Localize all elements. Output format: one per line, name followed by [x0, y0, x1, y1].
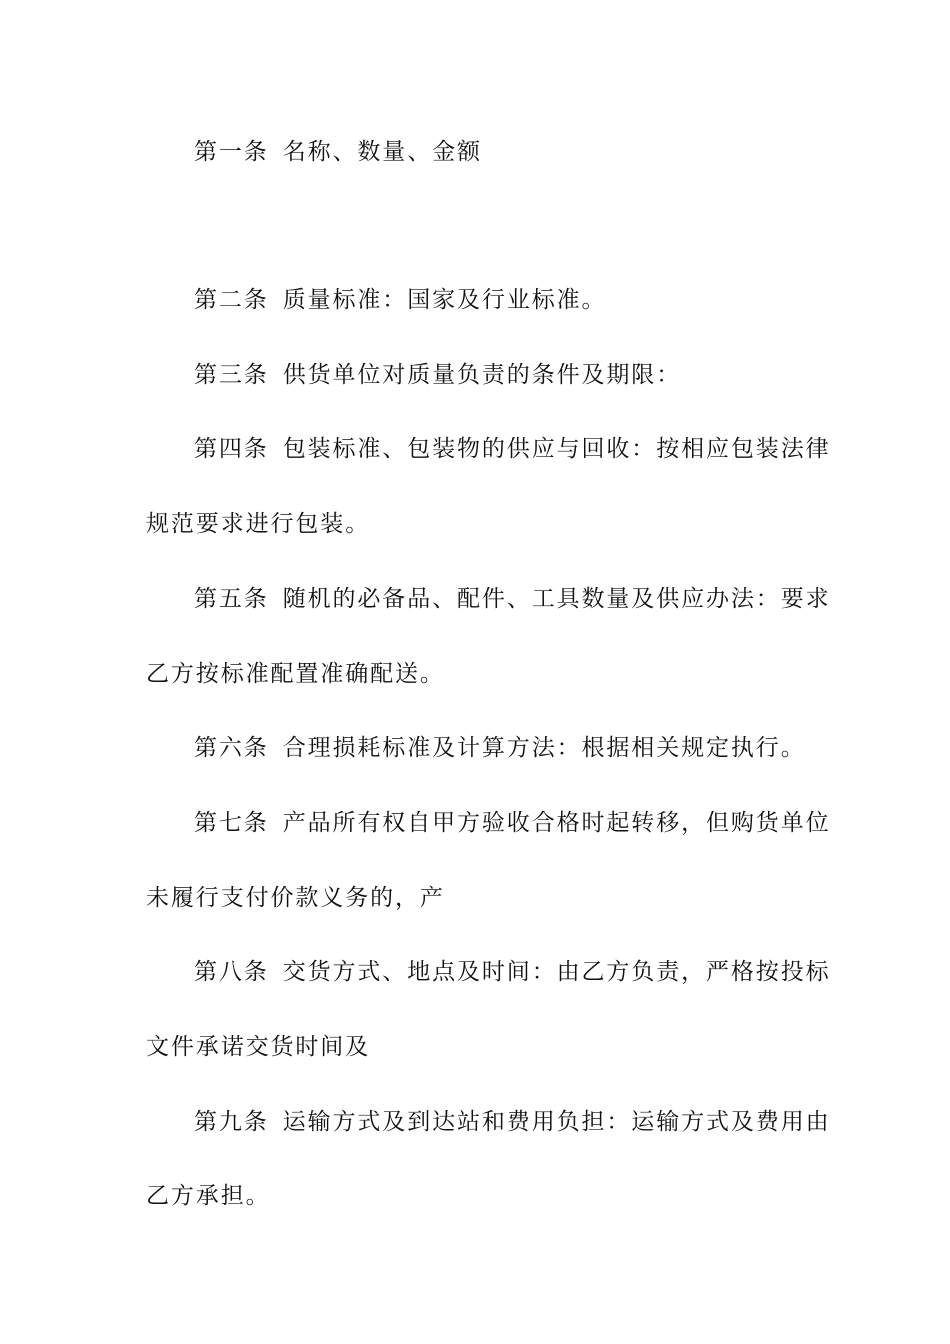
article-4-continuation: 规范要求进行包装。 — [146, 511, 371, 537]
article-7-continuation: 未履行支付价款义务的，产 — [146, 885, 445, 911]
article-number: 第八条 — [194, 959, 269, 985]
article-text: 名称、数量、金额 — [282, 139, 482, 165]
article-text: 产品所有权自甲方验收合格时起转移，但购货单位 — [282, 810, 831, 836]
article-number: 第三条 — [194, 362, 269, 388]
article-5 — [194, 584, 831, 614]
article-number: 第四条 — [194, 436, 269, 462]
article-text: 供货单位对质量负责的条件及期限： — [282, 362, 682, 388]
article-text: 运输方式及到达站和费用负担：运输方式及费用由 — [282, 1109, 831, 1135]
article-number: 第二条 — [194, 287, 269, 313]
article-9-continuation: 乙方承担。 — [146, 1183, 271, 1209]
article-text: 随机的必备品、配件、工具数量及供应办法：要求 — [282, 586, 831, 612]
article-number: 第九条 — [194, 1109, 269, 1135]
article-text: 质量标准：国家及行业标准。 — [282, 287, 607, 313]
article-8-continuation: 文件承诺交货时间及 — [146, 1034, 371, 1060]
article-number: 第一条 — [194, 139, 269, 165]
article-number: 第七条 — [194, 810, 269, 836]
article-1 — [194, 137, 482, 167]
article-8 — [194, 957, 831, 987]
article-text: 合理损耗标准及计算方法：根据相关规定执行。 — [282, 735, 806, 761]
article-text: 包装标准、包装物的供应与回收：按相应包装法律 — [282, 436, 831, 462]
article-5-continuation: 乙方按标准配置准确配送。 — [146, 661, 445, 687]
article-text: 交货方式、地点及时间：由乙方负责，严格按投标 — [282, 959, 831, 985]
article-6 — [194, 733, 806, 763]
article-3 — [194, 360, 681, 390]
article-2 — [194, 285, 606, 315]
article-4 — [194, 434, 831, 464]
article-9 — [194, 1107, 831, 1137]
article-number: 第六条 — [194, 735, 269, 761]
article-number: 第五条 — [194, 586, 269, 612]
article-7 — [194, 808, 831, 838]
